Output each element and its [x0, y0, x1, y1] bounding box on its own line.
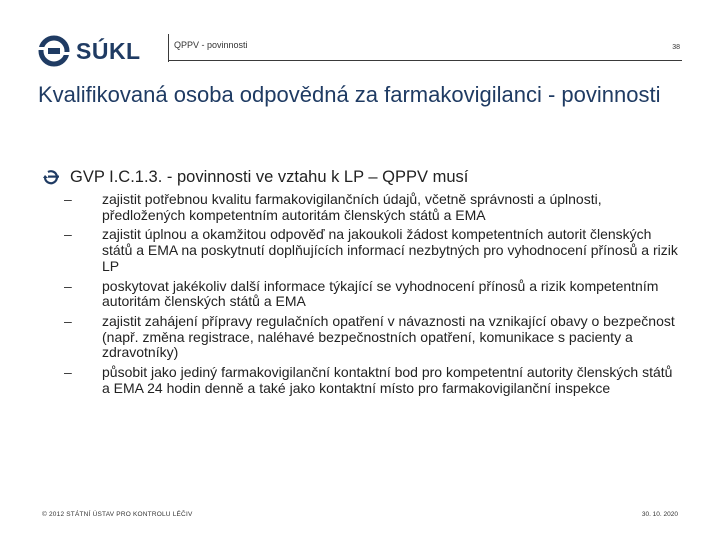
- list-item-text: zajistit potřebnou kvalitu farmakovigilančních údajů, včetně správnosti a úplnosti, předložených kompetentním autoritám členských států a EMA: [102, 191, 602, 223]
- dash-bullet: –: [64, 364, 72, 381]
- header-vertical-divider: [168, 34, 169, 62]
- header-title: QPPV - povinnosti: [174, 40, 248, 50]
- list-item: [64, 191, 678, 223]
- main-bullet: [42, 166, 702, 188]
- page-number: 38: [672, 44, 680, 51]
- list-item-text: poskytovat jakékoliv další informace týkající se vyhodnocení přínosů a rizik kompetentním autoritám členských států a EMA: [102, 277, 659, 310]
- dash-bullet: –: [64, 277, 72, 294]
- main-bullet-text: GVP I.C.1.3. - povinnosti ve vztahu k LP – QPPV musí: [70, 168, 469, 186]
- list-item: [64, 312, 678, 361]
- list-item: [64, 277, 678, 310]
- circular-arrow-bullet-icon: [42, 169, 62, 185]
- logo-text: SÚKL: [76, 37, 141, 64]
- list-item-text: působit jako jediný farmakovigilanční kontaktní bod pro kompetentní autority členských států a EMA 24 hodin denně a také jako kontaktní místo pro farmakovigilanční inspekce: [102, 364, 673, 396]
- list-item-text: zajistit úplnou a okamžitou odpověď na jakoukoli žádost kompetentních autorit členských států a EMA na poskytnutí doplňujících informací nezbytných pro vyhodnocení přínosů a rizik LP: [102, 226, 678, 274]
- header-horizontal-divider: [168, 60, 682, 61]
- sub-bullet-list: [64, 191, 678, 400]
- sukl-logo: [38, 34, 150, 68]
- footer-date: 30. 10. 2020: [641, 511, 678, 518]
- list-item-text: zajistit zahájení přípravy regulačních opatření v návaznosti na vznikající obavy o bezpečnost (např. změna registrace, naléhavé bezpečnostních opatření, komunikace s pacienty a zdravotníky): [102, 312, 675, 361]
- footer-copyright: © 2012 STÁTNÍ ÚSTAV PRO KONTROLU LÉČIV: [42, 511, 193, 518]
- dash-bullet: –: [64, 312, 72, 329]
- dash-bullet: –: [64, 226, 72, 243]
- dash-bullet: –: [64, 191, 72, 207]
- list-item: [64, 364, 678, 396]
- slide-title: Kvalifikovaná osoba odpovědná za farmakovigilanci - povinnosti: [38, 82, 661, 107]
- sukl-logo-icon: [38, 35, 70, 67]
- list-item: [64, 226, 678, 274]
